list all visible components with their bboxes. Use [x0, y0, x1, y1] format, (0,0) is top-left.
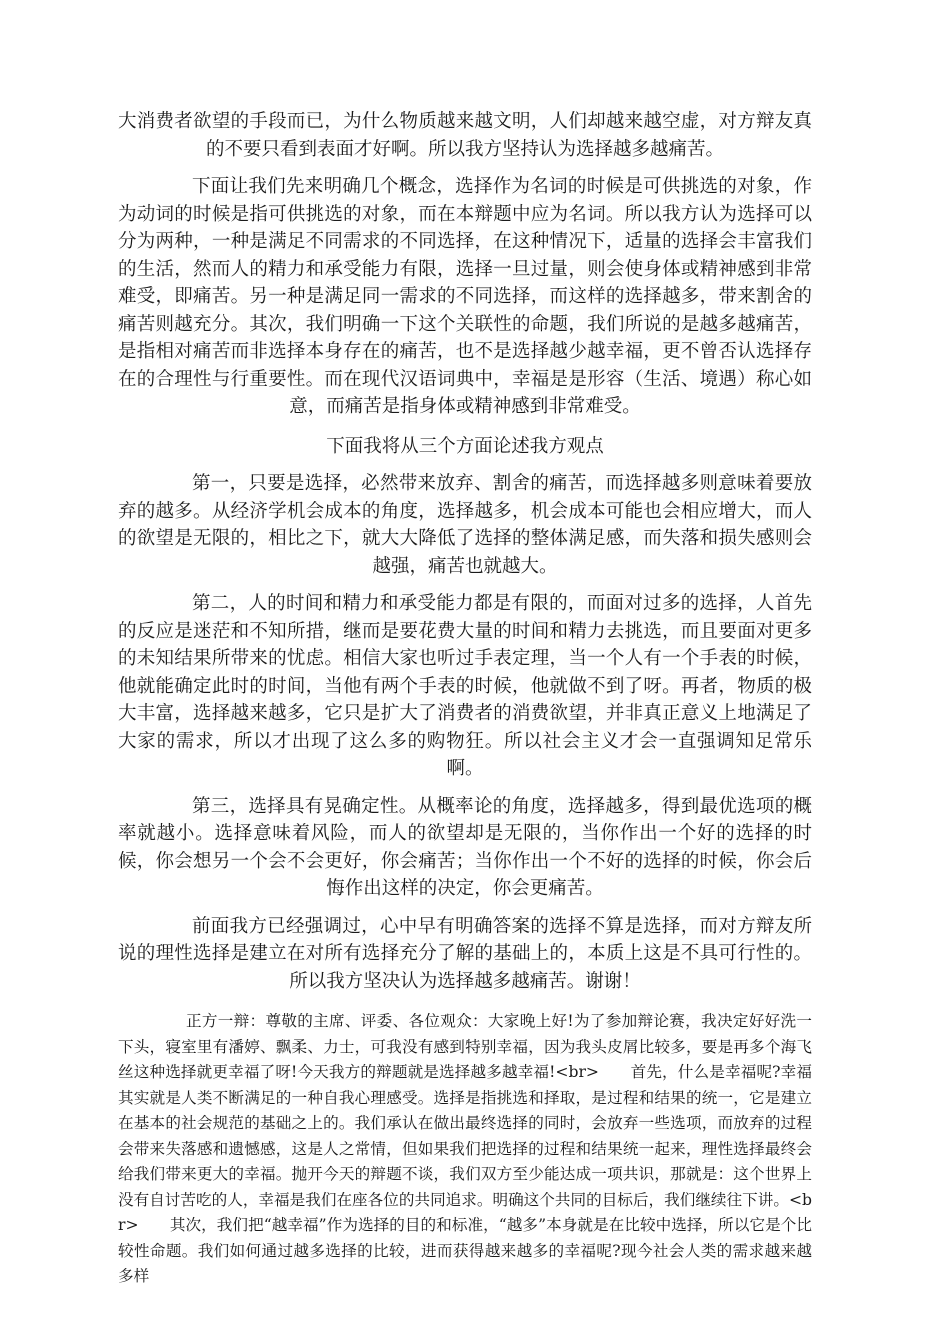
paragraph-point-two: 第二，人的时间和精力和承受能力都是有限的，而面对过多的选择，人首先的反应是迷茫和不知所措，继而是要花费大量的时间和精力去挑选，而且要面对更多的未知结果所带来的忧虑。相信大家也听过手表定理，当一个人有一个手表的时候，他就能确定此时的时间，当他有两个手表的时候，他就做不到了呀。再者，物质的极大丰富，选择越来越多，它只是扩大了消费者的消费欲望，并非真正意义上地满足了大家的需求，所以才出现了这么多的购物狂。所以社会主义才会一直强调知足常乐啊。 [118, 593, 812, 779]
paragraph-definitions: 下面让我们先来明确几个概念，选择作为名词的时候是可供挑选的对象，作为动词的时候是指可供挑选的对象，而在本辩题中应为名词。所以我方认为选择可以分为两种，一种是满足不同需求的不同选择，在这种情况下，适量的选择会丰富我们的生活，然而人的精力和承受能力有限，选择一旦过量，则会使身体或精神感到非常难受，即痛苦。另一种是满足同一需求的不同选择，而这样的选择越多，带来割舍的痛苦则越充分。其次，我们明确一下这个关联性的命题，我们所说的是越多越痛苦，是指相对痛苦而非选择本身存在的痛苦，也不是选择越少越幸福，更不曾否认选择存在的合理性与行重要性。而在现代汉语词典中，幸福是是形容（生活、境遇）称心如意，而痛苦是指身体或精神感到非常难受。 [118, 176, 812, 417]
paragraph-affirmative-first-speaker: 正方一辩：尊敬的主席、评委、各位观众：大家晚上好!为了参加辩论赛，我决定好好洗一下头，寝室里有潘婷、飘柔、力士，可我没有感到特别幸福，因为我头皮屑比较多，要是再多个海飞丝这种选择就更幸福了呀!今天我方的辩题就是选择越多越幸福!<br> 首先，什么是幸福呢?幸福其实就是人类不断满足的一种自我心理感受。选择是指挑选和择取，是过程和结果的统一，它是建立在基本的社会规范的基础之上的。我们承认在做出最终选择的同时，会放弃一些选项，而放弃的过程会带来失落感和遗憾感，这是人之常情，但如果我们把选择的过程和结果统一起来，理性选择最终会给我们带来更大的幸福。抛开今天的辩题不谈，我们双方至少能达成一项共识，那就是：这个世界上没有自讨苦吃的人，幸福是我们在座各位的共同追求。明确这个共同的目标后，我们继续往下讲。<br> 其次，我们把“越幸福”作为选择的目的和标准，“越多”本身就是在比较中选择，所以它是个比较性命题。我们如何通过越多选择的比较，进而获得越来越多的幸福呢?现今社会人类的需求越来越多样 [118, 1012, 812, 1285]
paragraph-closing: 前面我方已经强调过，心中早有明确答案的选择不算是选择，而对方辩友所说的理性选择是建立在对所有选择充分了解的基础上的，本质上这是不具可行性的。所以我方坚决认为选择越多越痛苦。谢谢！ [118, 915, 812, 992]
section-heading: 下面我将从三个方面论述我方观点 [326, 435, 604, 457]
paragraph-intro-conclusion: 大消费者欲望的手段而已，为什么物质越来越文明，人们却越来越空虚，对方辩友真的不要只看到表面才好啊。所以我方坚持认为选择越多越痛苦。 [118, 111, 812, 160]
document-page [118, 108, 812, 1290]
paragraph-point-one: 第一，只要是选择，必然带来放弃、割舍的痛苦，而选择越多则意味着要放弃的越多。从经济学机会成本的角度，选择越多，机会成本可能也会相应增大，而人的欲望是无限的，相比之下，就大大降低了选择的整体满足感，而失落和损失感则会越强，痛苦也就越大。 [118, 473, 812, 577]
paragraph-point-three: 第三，选择具有晃确定性。从概率论的角度，选择越多，得到最优选项的概率就越小。选择意味着风险，而人的欲望却是无限的，当你作出一个好的选择的时候，你会想另一个会不会更好，你会痛苦；当你作出一个不好的选择的时候，你会后悔作出这样的决定，你会更痛苦。 [118, 795, 812, 899]
